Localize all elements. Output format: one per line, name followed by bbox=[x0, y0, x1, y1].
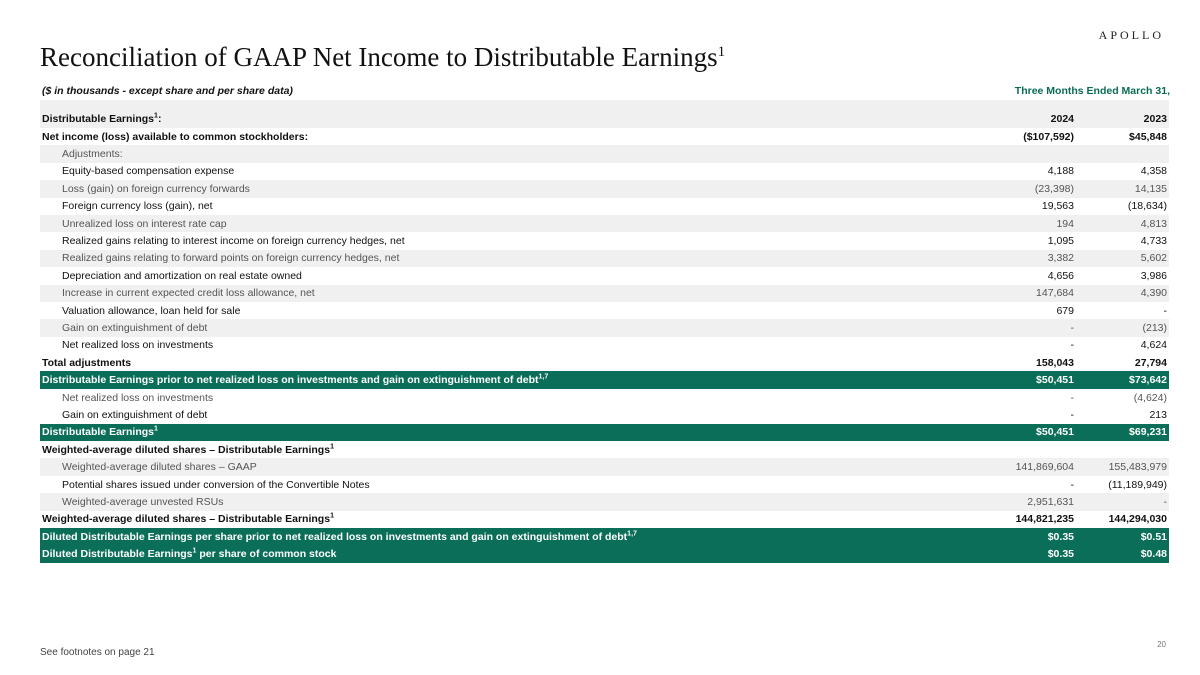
row-label-text: Gain on extinguishment of debt bbox=[62, 408, 208, 421]
header-label-footnote: 1 bbox=[154, 112, 158, 120]
row-label-text: Distributable Earnings prior to net realized loss on investments and gain on extinguishment of debt bbox=[42, 374, 539, 387]
table-row bbox=[40, 511, 1169, 528]
row-label-text: Unrealized loss on interest rate cap bbox=[62, 217, 227, 230]
table-row bbox=[40, 302, 1169, 319]
value-2024: 158,043 bbox=[1036, 356, 1074, 369]
value-2023: $0.48 bbox=[1076, 545, 1169, 562]
row-label-text: Gain on extinguishment of debt bbox=[62, 321, 208, 334]
row-label bbox=[40, 337, 910, 354]
value-2023: 155,483,979 bbox=[1076, 458, 1169, 475]
table-row bbox=[40, 476, 1169, 493]
table-row bbox=[40, 371, 1169, 388]
row-label-text: Potential shares issued under conversion of the Convertible Notes bbox=[62, 478, 370, 491]
row-label bbox=[40, 441, 910, 458]
value-2024: 4,188 bbox=[1047, 165, 1074, 178]
value-2023: 144,294,030 bbox=[1108, 513, 1167, 526]
row-label-text: Foreign currency loss (gain), net bbox=[62, 200, 213, 213]
value-2024: 194 bbox=[910, 215, 1076, 232]
value-2023: 27,794 bbox=[1134, 356, 1167, 369]
row-label bbox=[40, 476, 910, 493]
table-header-row bbox=[40, 100, 1169, 128]
row-label bbox=[40, 267, 910, 284]
row-label bbox=[40, 493, 910, 510]
row-label bbox=[40, 215, 910, 232]
row-label bbox=[40, 389, 910, 406]
value-2023: (4,624) bbox=[1133, 391, 1167, 404]
value-2023: 213 bbox=[1149, 408, 1167, 421]
value-2024: $50,451 bbox=[910, 424, 1076, 441]
row-label-text: Loss (gain) on foreign currency forwards bbox=[62, 182, 250, 195]
page-number: 20 bbox=[1157, 640, 1166, 649]
value-2024: $0.35 bbox=[910, 528, 1076, 545]
table-row bbox=[40, 215, 1169, 232]
column-header-2024: 2024 bbox=[910, 100, 1076, 128]
table-row bbox=[40, 250, 1169, 267]
header-label-suffix: : bbox=[157, 113, 162, 125]
reconciliation-table-body bbox=[40, 100, 1169, 563]
row-label-text: Net income (loss) available to common stockholders: bbox=[42, 130, 309, 143]
row-label-text: Equity-based compensation expense bbox=[62, 165, 235, 178]
table-row bbox=[40, 545, 1169, 562]
row-label bbox=[40, 250, 910, 267]
value-2023: 14,135 bbox=[1076, 180, 1169, 197]
row-label bbox=[40, 528, 910, 545]
units-note: ($ in thousands - except share and per share data) bbox=[42, 85, 293, 97]
row-label-text: Depreciation and amortization on real estate owned bbox=[62, 269, 302, 282]
value-2024: - bbox=[1070, 408, 1074, 421]
table-row bbox=[40, 285, 1169, 302]
table-row bbox=[40, 493, 1169, 510]
table-row bbox=[40, 232, 1169, 249]
value-2023: $69,231 bbox=[1076, 424, 1169, 441]
value-2024: - bbox=[1070, 478, 1074, 491]
value-2024: $0.35 bbox=[910, 545, 1076, 562]
row-label-rest: per share of common stock bbox=[196, 548, 337, 561]
table-row bbox=[40, 319, 1169, 336]
row-label-text: Weighted-average diluted shares – Distributable Earnings bbox=[42, 443, 331, 456]
value-2023: 4,390 bbox=[1076, 285, 1169, 302]
table-row bbox=[40, 424, 1169, 441]
row-label bbox=[40, 128, 910, 145]
value-2024: ($107,592) bbox=[1023, 130, 1074, 143]
row-label-text: Valuation allowance, loan held for sale bbox=[62, 304, 241, 317]
value-2024: 3,382 bbox=[910, 250, 1076, 267]
row-label-text: Realized gains relating to forward points on foreign currency hedges, net bbox=[62, 252, 400, 265]
value-2023: (11,189,949) bbox=[1108, 478, 1167, 491]
apollo-logo: APOLLO bbox=[1098, 28, 1164, 42]
row-label bbox=[40, 180, 910, 197]
row-label bbox=[40, 424, 910, 441]
table-row bbox=[40, 528, 1169, 545]
row-label bbox=[40, 302, 910, 319]
page-title bbox=[40, 42, 725, 73]
table-subheader bbox=[40, 84, 1170, 100]
row-label bbox=[40, 285, 910, 302]
value-2023: 4,624 bbox=[1140, 339, 1167, 352]
row-label-text: Net realized loss on investments bbox=[62, 339, 214, 352]
table-row bbox=[40, 406, 1169, 423]
value-2023: - bbox=[1076, 493, 1169, 510]
table-row bbox=[40, 198, 1169, 215]
value-2024: 2,951,631 bbox=[910, 493, 1076, 510]
value-2023: 4,813 bbox=[1076, 215, 1169, 232]
table-row bbox=[40, 180, 1169, 197]
row-label-footnote: 1 bbox=[330, 512, 334, 520]
row-label-text: Realized gains relating to interest income on foreign currency hedges, net bbox=[62, 235, 405, 248]
row-label bbox=[40, 198, 910, 215]
row-label-text: Adjustments: bbox=[62, 148, 123, 161]
table-row bbox=[40, 354, 1169, 371]
value-2024: 147,684 bbox=[910, 285, 1076, 302]
row-label-text: Total adjustments bbox=[42, 356, 132, 369]
row-label bbox=[40, 511, 910, 528]
page-title-footnote: 1 bbox=[717, 44, 726, 60]
row-label-text: Diluted Distributable Earnings bbox=[42, 548, 193, 561]
row-label-footnote: 1 bbox=[330, 443, 334, 451]
value-2024: (23,398) bbox=[910, 180, 1076, 197]
value-2023: - bbox=[1163, 304, 1167, 317]
value-2023: 3,986 bbox=[1140, 269, 1167, 282]
footnote-reference: See footnotes on page 21 bbox=[40, 647, 155, 658]
row-label-text: Distributable Earnings bbox=[42, 426, 155, 439]
value-2023: (213) bbox=[1076, 319, 1169, 336]
value-2023: 4,733 bbox=[1140, 235, 1167, 248]
value-2024: 144,821,235 bbox=[1015, 513, 1074, 526]
table-row bbox=[40, 441, 1169, 458]
row-label bbox=[40, 232, 910, 249]
value-2023: $73,642 bbox=[1076, 371, 1169, 388]
row-label bbox=[40, 458, 910, 475]
table-row bbox=[40, 145, 1169, 162]
row-label-text: Net realized loss on investments bbox=[62, 391, 214, 404]
value-2024: $50,451 bbox=[910, 371, 1076, 388]
value-2024: - bbox=[1070, 391, 1074, 404]
value-2024: 19,563 bbox=[1041, 200, 1074, 213]
value-2023: 4,358 bbox=[1140, 165, 1167, 178]
value-2023 bbox=[1076, 145, 1169, 162]
value-2024: - bbox=[1070, 339, 1074, 352]
row-label-text: Weighted-average unvested RSUs bbox=[62, 495, 224, 508]
value-2024: 679 bbox=[1056, 304, 1074, 317]
value-2024: 4,656 bbox=[1047, 269, 1074, 282]
period-header: Three Months Ended March 31, bbox=[1014, 85, 1170, 97]
row-label bbox=[40, 354, 910, 371]
value-2024 bbox=[910, 441, 1076, 458]
value-2023: (18,634) bbox=[1127, 200, 1167, 213]
row-label bbox=[40, 545, 910, 562]
row-label-text: Increase in current expected credit loss allowance, net bbox=[62, 287, 315, 300]
page-title-text: Reconciliation of GAAP Net Income to Distributable Earnings bbox=[40, 42, 718, 72]
value-2024: 1,095 bbox=[1047, 235, 1074, 248]
row-label-text: Weighted-average diluted shares – Distributable Earnings bbox=[42, 513, 331, 526]
table-row bbox=[40, 267, 1169, 284]
table-row bbox=[40, 389, 1169, 406]
row-label-footnote: 1,7 bbox=[627, 530, 637, 538]
row-label-text: Weighted-average diluted shares – GAAP bbox=[62, 461, 257, 474]
column-header-2023: 2023 bbox=[1076, 100, 1169, 128]
value-2024: 141,869,604 bbox=[910, 458, 1076, 475]
value-2023: $45,848 bbox=[1129, 130, 1167, 143]
header-label-text: Distributable Earnings bbox=[42, 113, 155, 125]
row-label-footnote: 1 bbox=[154, 425, 158, 433]
table-row bbox=[40, 337, 1169, 354]
row-label bbox=[40, 406, 910, 423]
value-2023: 5,602 bbox=[1076, 250, 1169, 267]
row-label bbox=[40, 319, 910, 336]
row-label-footnote: 1 bbox=[192, 547, 197, 555]
reconciliation-table bbox=[40, 100, 1169, 563]
table-row bbox=[40, 458, 1169, 475]
value-2024: - bbox=[910, 319, 1076, 336]
row-label-text: Diluted Distributable Earnings per share prior to net realized loss on investments and gain on extinguishment of debt bbox=[42, 530, 628, 543]
header-label bbox=[40, 100, 910, 128]
table-row bbox=[40, 163, 1169, 180]
row-label bbox=[40, 163, 910, 180]
row-label-footnote: 1,7 bbox=[538, 373, 549, 381]
row-label bbox=[40, 371, 910, 388]
value-2024 bbox=[910, 145, 1076, 162]
row-label bbox=[40, 145, 910, 162]
table-row bbox=[40, 128, 1169, 145]
value-2023: $0.51 bbox=[1076, 528, 1169, 545]
value-2023 bbox=[1076, 441, 1169, 458]
